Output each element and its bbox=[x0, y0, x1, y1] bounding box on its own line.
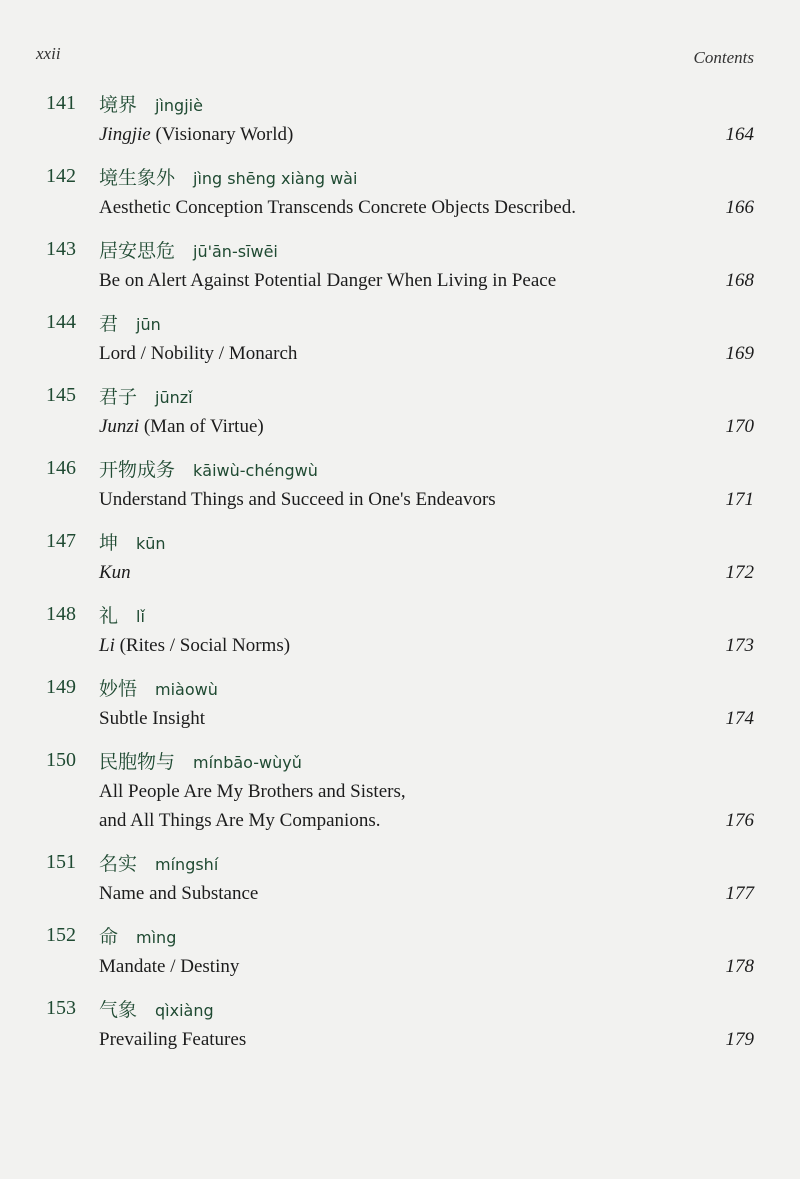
entry-chinese: 境生象外 bbox=[99, 167, 176, 189]
entry-title bbox=[99, 952, 760, 981]
entry-title-italic: Junzi bbox=[99, 416, 140, 437]
entry-title bbox=[99, 777, 760, 835]
entry-page-number: 164 bbox=[725, 124, 754, 145]
entry-number: 142 bbox=[46, 165, 76, 187]
toc-entry[interactable] bbox=[46, 382, 760, 441]
entry-chinese-term bbox=[99, 747, 302, 774]
entry-heading bbox=[46, 601, 760, 631]
toc-entry[interactable] bbox=[46, 922, 760, 981]
entry-title-line2: and All Things Are My Companions. bbox=[99, 810, 381, 831]
entry-number: 145 bbox=[46, 384, 76, 406]
entry-heading bbox=[46, 528, 760, 558]
toc-entry[interactable] bbox=[46, 163, 760, 222]
entry-heading bbox=[46, 90, 760, 120]
entry-title bbox=[99, 485, 760, 514]
entry-number: 152 bbox=[46, 924, 76, 946]
entry-page-number: 169 bbox=[725, 343, 754, 364]
toc-entry[interactable] bbox=[46, 309, 760, 368]
entry-title-text: Be on Alert Against Potential Danger When Living in Peace bbox=[99, 270, 557, 291]
entry-pinyin: miàowù bbox=[155, 680, 218, 699]
toc-entry[interactable] bbox=[46, 747, 760, 835]
entry-title-text: (Man of Virtue) bbox=[139, 416, 264, 437]
entry-heading bbox=[46, 382, 760, 412]
entry-chinese: 礼 bbox=[99, 605, 119, 627]
entry-title-text: (Rites / Social Norms) bbox=[114, 635, 291, 656]
entry-title bbox=[99, 266, 760, 295]
entry-number: 151 bbox=[46, 851, 76, 873]
entry-heading bbox=[46, 995, 760, 1025]
entry-title bbox=[99, 193, 760, 222]
entry-chinese: 妙悟 bbox=[99, 678, 138, 700]
entry-title bbox=[99, 339, 760, 368]
running-head: Contents bbox=[693, 48, 754, 67]
entry-chinese: 君子 bbox=[99, 386, 138, 408]
entry-title-text: All People Are My Brothers and Sisters, bbox=[99, 781, 406, 802]
entry-chinese: 民胞物与 bbox=[99, 751, 176, 773]
entry-title bbox=[99, 120, 760, 149]
entry-pinyin: jìng shēng xiàng wài bbox=[193, 169, 358, 188]
entry-chinese-term bbox=[99, 528, 166, 555]
entry-chinese: 君 bbox=[99, 313, 119, 335]
entry-title-italic: Li bbox=[99, 635, 115, 656]
entry-page-number: 176 bbox=[725, 810, 754, 831]
entry-heading bbox=[46, 674, 760, 704]
entry-pinyin: jūn bbox=[136, 315, 161, 334]
entry-pinyin: lǐ bbox=[136, 607, 145, 626]
entry-pinyin: qìxiàng bbox=[155, 1001, 214, 1020]
entry-page-number: 173 bbox=[725, 635, 754, 656]
entry-number: 150 bbox=[46, 749, 76, 771]
entry-page-number: 174 bbox=[725, 708, 754, 729]
entry-title-text: Prevailing Features bbox=[99, 1029, 247, 1050]
entry-chinese-term bbox=[99, 236, 278, 263]
entry-chinese: 居安思危 bbox=[99, 240, 176, 262]
entry-heading bbox=[46, 849, 760, 879]
entry-chinese: 开物成务 bbox=[99, 459, 176, 481]
entry-heading bbox=[46, 922, 760, 952]
toc-entry[interactable] bbox=[46, 601, 760, 660]
entry-title-text: (Visionary World) bbox=[150, 124, 294, 145]
table-of-contents bbox=[46, 90, 760, 1068]
entry-chinese-term bbox=[99, 309, 161, 336]
entry-number: 147 bbox=[46, 530, 76, 552]
entry-title bbox=[99, 412, 760, 441]
entry-number: 148 bbox=[46, 603, 76, 625]
toc-entry[interactable] bbox=[46, 674, 760, 733]
entry-pinyin: mìng bbox=[136, 928, 177, 947]
entry-title-text: Lord / Nobility / Monarch bbox=[99, 343, 298, 364]
entry-chinese: 坤 bbox=[99, 532, 119, 554]
entry-pinyin: mínbāo-wùyǔ bbox=[193, 753, 302, 772]
entry-heading bbox=[46, 747, 760, 777]
toc-entry[interactable] bbox=[46, 455, 760, 514]
entry-heading bbox=[46, 163, 760, 193]
entry-title-italic: Kun bbox=[99, 562, 131, 583]
entry-heading bbox=[46, 455, 760, 485]
entry-title-text: Understand Things and Succeed in One's Endeavors bbox=[99, 489, 496, 510]
entry-page-number: 168 bbox=[725, 270, 754, 291]
toc-entry[interactable] bbox=[46, 995, 760, 1054]
entry-heading bbox=[46, 309, 760, 339]
entry-pinyin: jūnzǐ bbox=[155, 388, 193, 407]
entry-pinyin: jìngjiè bbox=[155, 96, 203, 115]
entry-title bbox=[99, 631, 760, 660]
entry-pinyin: jū'ān-sīwēi bbox=[193, 242, 278, 261]
toc-entry[interactable] bbox=[46, 849, 760, 908]
entry-chinese-term bbox=[99, 849, 218, 876]
entry-title-text: Aesthetic Conception Transcends Concrete Objects Described. bbox=[99, 197, 576, 218]
entry-chinese-term bbox=[99, 163, 357, 190]
entry-chinese: 气象 bbox=[99, 999, 138, 1021]
entry-number: 143 bbox=[46, 238, 76, 260]
entry-chinese: 名实 bbox=[99, 853, 138, 875]
entry-chinese: 境界 bbox=[99, 94, 138, 116]
entry-chinese-term bbox=[99, 674, 218, 701]
entry-page-number: 171 bbox=[725, 489, 754, 510]
entry-title-italic: Jingjie bbox=[99, 124, 151, 145]
entry-chinese-term bbox=[99, 922, 176, 949]
page-header bbox=[36, 44, 754, 74]
entry-chinese-term bbox=[99, 90, 203, 117]
entry-page-number: 172 bbox=[725, 562, 754, 583]
entry-page-number: 166 bbox=[725, 197, 754, 218]
entry-chinese: 命 bbox=[99, 926, 119, 948]
entry-number: 144 bbox=[46, 311, 76, 333]
entry-page-number: 178 bbox=[725, 956, 754, 977]
entry-title bbox=[99, 1025, 760, 1054]
entry-title-text: Mandate / Destiny bbox=[99, 956, 240, 977]
entry-title bbox=[99, 879, 760, 908]
toc-entry[interactable] bbox=[46, 90, 760, 149]
entry-heading bbox=[46, 236, 760, 266]
entry-number: 153 bbox=[46, 997, 76, 1019]
entry-title bbox=[99, 704, 760, 733]
entry-pinyin: míngshí bbox=[155, 855, 219, 874]
entry-pinyin: kāiwù-chéngwù bbox=[193, 461, 318, 480]
entry-page-number: 170 bbox=[725, 416, 754, 437]
entry-title-text: Subtle Insight bbox=[99, 708, 206, 729]
entry-pinyin: kūn bbox=[136, 534, 166, 553]
entry-page-number: 179 bbox=[725, 1029, 754, 1050]
entry-chinese-term bbox=[99, 995, 214, 1022]
entry-title-text: Name and Substance bbox=[99, 883, 259, 904]
entry-number: 149 bbox=[46, 676, 76, 698]
toc-entry[interactable] bbox=[46, 528, 760, 587]
entry-chinese-term bbox=[99, 455, 318, 482]
entry-chinese-term bbox=[99, 601, 145, 628]
entry-chinese-term bbox=[99, 382, 193, 409]
entry-number: 141 bbox=[46, 92, 76, 114]
page-number-roman: xxii bbox=[36, 44, 61, 63]
entry-title bbox=[99, 558, 760, 587]
toc-entry[interactable] bbox=[46, 236, 760, 295]
entry-number: 146 bbox=[46, 457, 76, 479]
entry-page-number: 177 bbox=[725, 883, 754, 904]
